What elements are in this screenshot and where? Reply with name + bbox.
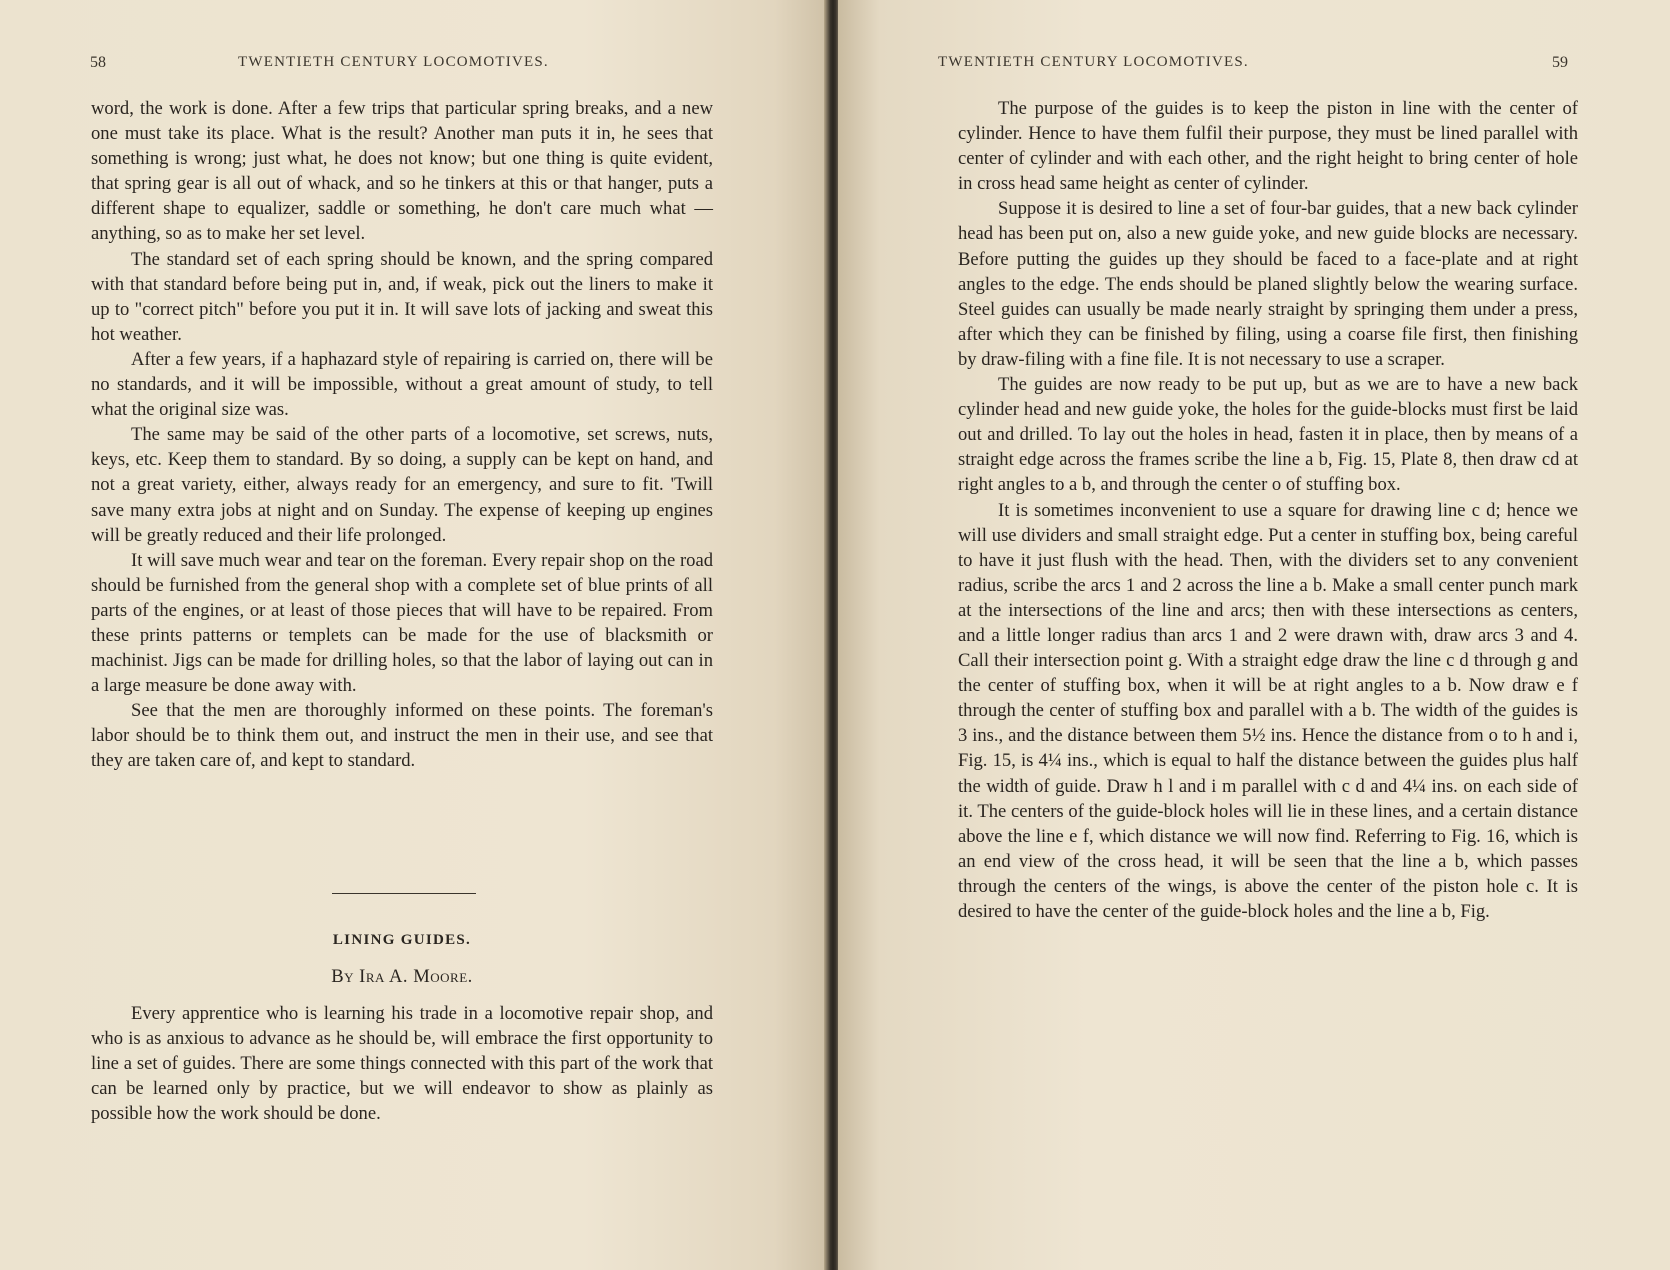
right-page-number: 59 xyxy=(1552,54,1568,71)
paragraph: Suppose it is desired to line a set of four-bar guides, that a new back cylinder head has been put on, also a new guide yoke, and new guide blocks are necessary. Before putting the guides up they should be faced to a face-plate and at right angles to the edge. The ends should be planed slightly below the wearing surface. Steel guides can usually be made nearly straight by springing them under a press, after which they can be finished by filing, using a coarse file first, then finishing by draw-filing with a fine file. It is not necessary to use a scraper. xyxy=(958,198,1578,370)
right-running-head-title: TWENTIETH CENTURY LOCOMOTIVES. xyxy=(938,54,1249,70)
paragraph: The guides are now ready to be put up, but as we are to have a new back cylinder head and new guide yoke, the holes for the guide-blocks must first be laid out and drilled. To lay out the holes in head, fasten it in place, then by means of a straight edge across the frames scribe the line a b, Fig. 15, Plate 8, then draw cd at right angles to a b, and through the center o of stuffing box. xyxy=(958,374,1578,496)
left-body-text xyxy=(91,96,713,774)
article-body xyxy=(91,1001,713,1126)
paragraph: The purpose of the guides is to keep the piston in line with the center of cylinder. Hence to have them fulfil their purpose, they must be lined parallel with center of cylinder and with each other, and the right height to bring center of hole in cross head same height as center of cylinder. xyxy=(958,98,1578,195)
left-running-head xyxy=(90,54,715,76)
section-divider xyxy=(332,893,476,894)
left-page-number: 58 xyxy=(90,54,106,71)
paragraph: It is sometimes inconvenient to use a square for drawing line c d; hence we will use dividers and small straight edge. Put a center in stuffing box, being careful to have it just flush with the head. Then, with the dividers set to any convenient radius, scribe the arcs 1 and 2 across the line a b. Make a small center punch mark at the intersections of the line and arcs; then with these intersections as centers, and a little longer radius than arcs 1 and 2 were drawn with, draw arcs 3 and 4. Call their intersection point g. With a straight edge draw the line c d through g and the center of stuffing box, when it will be at right angles to a b. Now draw e f through the center of stuffing box and parallel with a b. The width of the guides is 3 ins., and the distance between them 5½ ins. Hence the distance from o to h and i, Fig. 15, is 4¼ ins., which is equal to half the distance between the guides plus half the width of guide. Draw h l and i m parallel with c d and 4¼ ins. on each side of it. The centers of the guide-block holes will lie in these lines, and a certain distance above the line e f, which distance we will now find. Referring to Fig. 16, which is an end view of the cross head, it will be seen that the line a b, which passes through the centers of the wings, is above the center of the piston hole c. It is desired to have the center of the guide-block holes and the line a b, Fig. xyxy=(958,499,1578,922)
paragraph: The same may be said of the other parts of a locomotive, set screws, nuts, keys, etc. Keep them to standard. By so doing, a supply can be kept on hand, and not a great variety, either, always ready for an emergency, and sure to fit. 'Twill save many extra jobs at night and on Sunday. The expense of keeping up engines will be greatly reduced and their life prolonged. xyxy=(91,424,713,546)
article-byline: By Ira A. Moore. xyxy=(331,966,473,987)
paragraph: After a few years, if a haphazard style of repairing is carried on, there will be no standards, and it will be impossible, without a great amount of study, to tell what the original size was. xyxy=(91,348,713,421)
right-page xyxy=(838,0,1670,1270)
paragraph: It will save much wear and tear on the foreman. Every repair shop on the road should be furnished from the general shop with a complete set of blue prints of all parts of the engines, or at least of those pieces that will have to be repaired. From these prints patterns or templets can be made for the use of blacksmith or machinist. Jigs can be made for drilling holes, so that the labor of laying out can in a large measure be done away with. xyxy=(91,549,713,697)
left-page xyxy=(0,0,832,1270)
paragraph: word, the work is done. After a few trips that particular spring breaks, and a new one must take its place. What is the result? Another man puts it in, he sees that something is wrong; just what, he does not know; but one thing is quite evident, that spring gear is all out of whack, and so he tinkers at this or that hanger, puts a different shape to equalizer, saddle or something, he don't care much what —anything, so as to make her set level. xyxy=(91,98,713,245)
right-body-text xyxy=(958,96,1578,924)
right-running-head xyxy=(938,54,1568,76)
paragraph: The standard set of each spring should be known, and the spring compared with that standard before being put in, and, if weak, pick out the liners to make it up to "correct pitch" before you put it in. It will save lots of jacking and sweat this hot weather. xyxy=(91,248,713,345)
paragraph: See that the men are thoroughly informed on these points. The foreman's labor should be to think them out, and instruct the men in their use, and see that they are taken care of, and kept to standard. xyxy=(91,700,713,772)
left-running-head-title: TWENTIETH CENTURY LOCOMOTIVES. xyxy=(238,54,549,70)
paragraph: Every apprentice who is learning his trade in a locomotive repair shop, and who is as anxious to advance as he should be, will embrace the first opportunity to line a set of guides. There are some things connected with this part of the work that can be learned only by practice, but we will endeavor to show as plainly as possible how the work should be done. xyxy=(91,1003,713,1125)
article-title: LINING GUIDES. xyxy=(332,932,472,948)
